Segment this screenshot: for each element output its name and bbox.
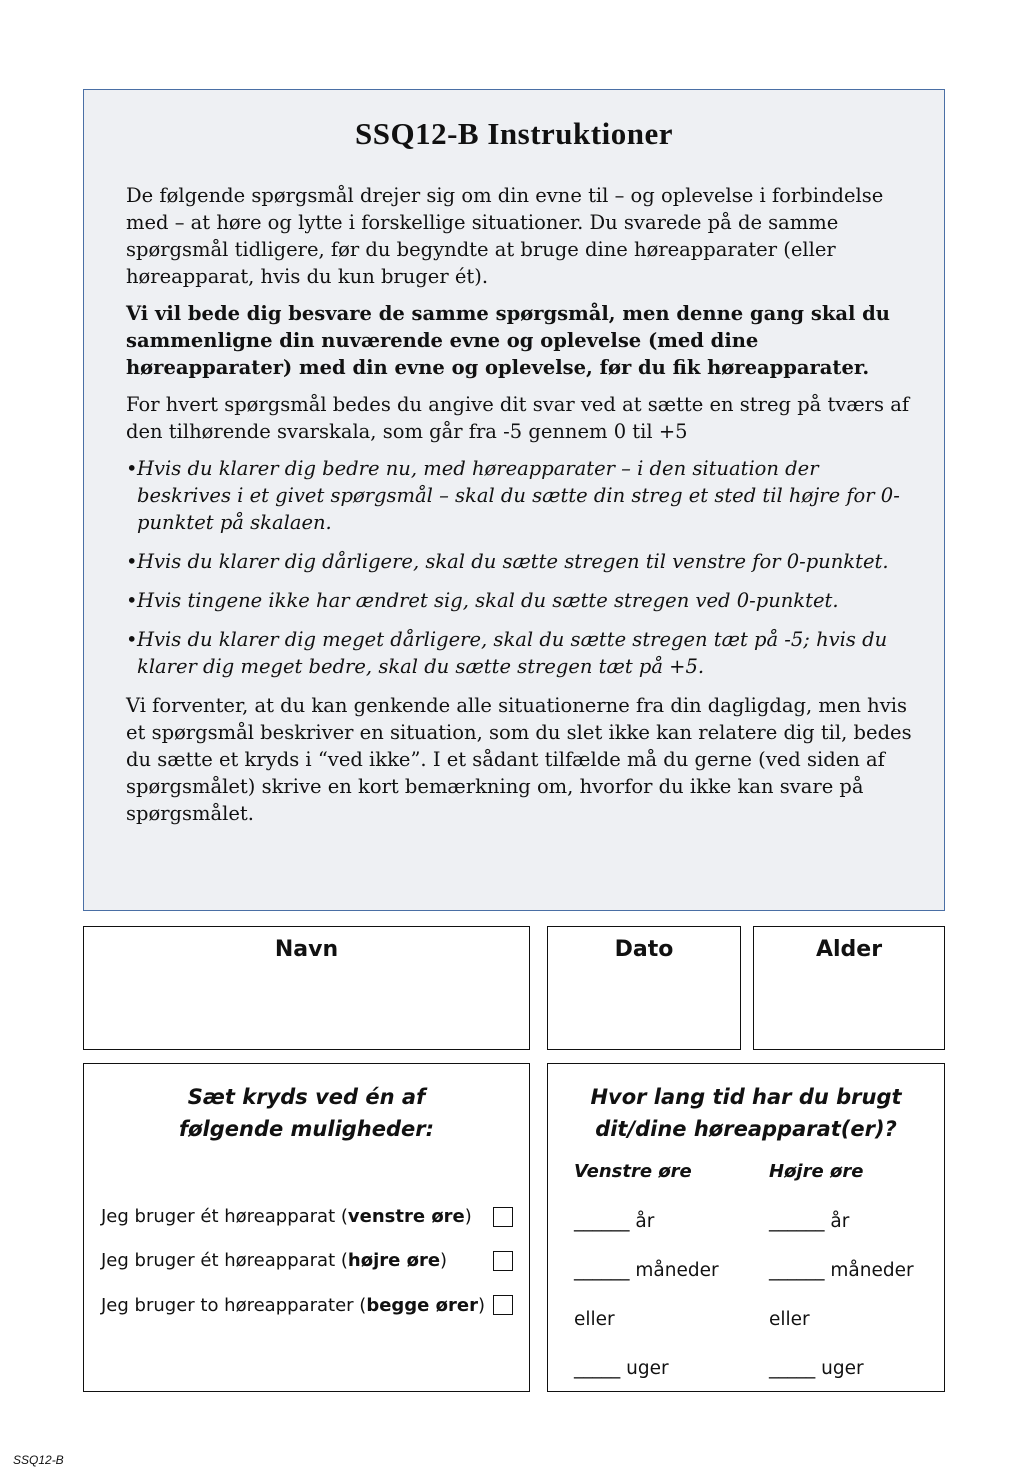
options-title-line-2: følgende muligheder: <box>178 1117 435 1141</box>
instructions-paragraph-3: For hvert spørgsmål bedes du angive dit svar ved at sætte en streg på tværs af den tilhørende svarskala, som går fra -5 gennem 0 til +5 <box>126 393 910 443</box>
bullet-dot: • <box>126 457 138 480</box>
left-ear-months-field[interactable]: ______ måneder <box>574 1260 719 1281</box>
duration-title-line-1: Hvor lang tid har du brugt <box>590 1085 902 1109</box>
right-ear-heading: Højre øre <box>769 1161 864 1182</box>
bullet-dot: • <box>126 550 138 573</box>
bullet-dot: • <box>126 628 138 651</box>
bullet-dot: • <box>126 589 138 612</box>
footer-code: SSQ12-B <box>13 1453 64 1467</box>
option-bold-text: venstre øre <box>347 1206 465 1227</box>
options-title <box>84 1081 529 1145</box>
instruction-bullet-unchanged <box>126 587 916 614</box>
usage-duration-box <box>547 1063 945 1392</box>
duration-title-line-2: dit/dine høreapparat(er)? <box>595 1117 897 1141</box>
instructions-paragraph-4: Vi forventer, at du kan genkende alle situationerne fra din dagligdag, men hvis et spørgsmål beskriver en situation, som du slet ikke kan relatere dig til, bedes du sætte et kryds i “ved ikke”. I et sådant tilfælde må du gerne (ved siden af spørgsmålet) skrive en kort bemærkning om, hvorfor du ikke kan svare på spørgsmålet. <box>126 694 912 825</box>
instructions-panel <box>83 89 945 911</box>
option-text: ) <box>477 1295 486 1316</box>
left-ear-checkbox[interactable] <box>493 1207 513 1227</box>
option-right-ear <box>101 1249 447 1273</box>
option-text: Jeg bruger ét høreapparat ( <box>101 1250 348 1271</box>
option-text: Jeg bruger to høreapparater ( <box>101 1295 367 1316</box>
instruction-bullet-better <box>126 455 916 536</box>
name-field[interactable] <box>83 926 530 1050</box>
option-bold-text: begge ører <box>366 1295 478 1316</box>
option-both-ears <box>101 1294 485 1318</box>
right-ear-checkbox[interactable] <box>493 1251 513 1271</box>
instructions-body <box>126 182 916 837</box>
option-bold-text: højre øre <box>347 1250 441 1271</box>
instructions-title: SSQ12-B Instruktioner <box>355 116 673 151</box>
instructions-paragraph-1: De følgende spørgsmål drejer sig om din evne til – og oplevelse i forbindelse med – at høre og lytte i forskellige situationer. Du svarede på de samme spørgsmål tidligere, før du begyndte at bruge dine høreapparater (eller høreapparat, hvis du kun bruger ét). <box>126 184 884 288</box>
left-ear-heading: Venstre øre <box>574 1161 692 1182</box>
left-ear-or-label: eller <box>574 1309 615 1330</box>
duration-title <box>548 1081 944 1145</box>
hearing-aid-options-box <box>83 1063 530 1392</box>
right-ear-months-field[interactable]: ______ måneder <box>769 1260 914 1281</box>
bullet-text: Hvis tingene ikke har ændret sig, skal du sætte stregen ved 0-punktet. <box>137 589 839 612</box>
right-ear-weeks-field[interactable]: _____ uger <box>769 1358 864 1379</box>
date-field[interactable] <box>547 926 741 1050</box>
age-field[interactable] <box>753 926 945 1050</box>
age-label: Alder <box>815 937 883 962</box>
both-ears-checkbox[interactable] <box>493 1295 513 1315</box>
date-label: Dato <box>614 937 674 962</box>
option-text: Jeg bruger ét høreapparat ( <box>101 1206 348 1227</box>
instruction-bullet-extremes <box>126 626 916 680</box>
instructions-paragraph-bold: Vi vil bede dig besvare de samme spørgsmål, men denne gang skal du sammenligne din nuværende evne og oplevelse (med dine høreapparater) med din evne og oplevelse, før du fik høreapparater. <box>126 302 890 379</box>
bullet-text: Hvis du klarer dig dårligere, skal du sætte stregen til venstre for 0-punktet. <box>137 550 889 573</box>
instruction-bullet-worse <box>126 548 916 575</box>
option-text: ) <box>464 1206 472 1227</box>
left-ear-years-field[interactable]: ______ år <box>574 1211 655 1232</box>
option-left-ear <box>101 1205 472 1229</box>
name-label: Navn <box>274 937 339 962</box>
bullet-text: Hvis du klarer dig meget dårligere, skal du sætte stregen tæt på -5; hvis du klarer dig meget bedre, skal du sætte stregen tæt på +5. <box>137 628 888 678</box>
left-ear-weeks-field[interactable]: _____ uger <box>574 1358 669 1379</box>
options-title-line-1: Sæt kryds ved én af <box>187 1085 426 1109</box>
bullet-text: Hvis du klarer dig bedre nu, med høreapparater – i den situation der beskrives i et givet spørgsmål – skal du sætte din streg et sted til højre for 0-punktet på skalaen. <box>137 457 900 534</box>
right-ear-years-field[interactable]: ______ år <box>769 1211 850 1232</box>
option-text: ) <box>440 1250 448 1271</box>
right-ear-or-label: eller <box>769 1309 810 1330</box>
